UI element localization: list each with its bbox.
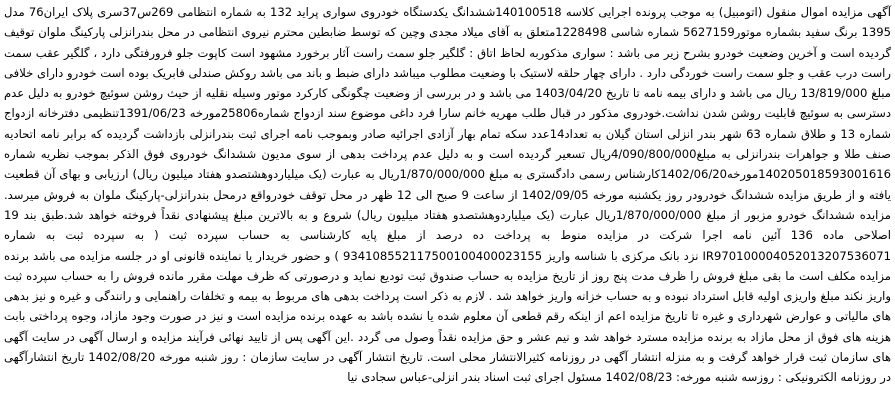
auction-notice-text: آگهی مزایده اموال منقول (اتومبیل) به موجب پرونده اجرایی کلاسه 140100518ششدانگ یکدستگاه خودروی سواری پراید 132 به شماره انتظامی 269س37سری پلاک ایران76 مدل 1395 برنگ سفید بشماره موتور5627159 شماره شاسی 1228498متعلق به آقای میلاد مجدی وچین که توسط ضابطین محترم نیروی انتظامی در محل بندرانزلی پارکینگ ملوان توقیف گردیده است و آخرین وضعیت خودرو بشرح زیر می باشد : سواری مذکوربه لحاظ اتاق : گلگیر جلو سمت راست آثار برخورد مشهود است کاپوت جلو فرورفتگی دارد ، گلگیر عقب سمت راست درب عقب و جلو سمت راست خوردگی دارد . دارای چهار حلقه لاستیک با وضعیت مطلوب میباشد دارای ضبط و باند می باشد روکش صندلی فابریک بوده است خودرو دارای خلافی مبلغ 13/819/000 ریال می باشد و دارای بیمه نامه تا تاریخ 1403/04/20 می باشد و در بررسی از وضعیت چگونگی کارکرد موتور وسیله نقلیه از حیث روشن سوئیچ خودرو به دلیل عدم دسترسی به سوئیچ قابلیت روشن شدن نداشت.خودروی مذکور در قبال طلب مهریه خانم سارا فرد داغی موضوع سند ازدواج شماره25806مورخه 1391/06/23تنظیمی دفترخانه ازدواج شماره 13 و طلاق شماره 63 شهر بندر انزلی استان گیلان به تعداد14عدد سکه تمام بهار آزادی اجرائیه صادر وبموجب نامه اجرای ثبت بندرانزلی بازداشت گردیده که برابر نامه اتحادیه صنف طلا و جواهرات بندرانزلی به مبلغ4/090/800/000ریال تسعیر گردیده است و به دلیل عدم پرداخت بدهی از سوی مدیون ششدانگ خودروی فوق الذکر بموجب نظریه شماره 140205018593001616مورخه1402/06/20کارشناس رسمی دادگستری به مبلغ 1/870/000/000ریال به عبارت (یک میلیاردوهشتصدو هفتاد میلیون ریال) ارزیابی و بهای آن قطعیت یافته و از طریق مزایده ششدانگ خودرودر روز یکشنبه مورخه 1402/09/05 از ساعت 9 صبح الی 12 ظهر در محل توقف خودرواقع درمحل بندرانزلی-پارکینگ ملوان به فروش میرسد. مزایده ششدانگ خودرو مزبور از مبلغ 1/870/000/000ریال عبارت (یک میلیاردوهشتصدو هفتاد میلیون ریال) شروع و به بالاترین مبلغ پیشنهادی نقداً فروخته خواهد شد.طبق بند 19 اصلاحی ماده 136 آئین نامه اجرا شرکت در مزایده منوط به پرداخت ده درصد از مبلغ پایه کارشناسی به حساب سپرده ثبت ( به سپرده ثبت به شماره IR970100004052013207536071 نزد بانک مرکزی با شناسه واریز 934108552117500100400023155 ) و حضور خریدار یا نماینده قانونی او در جلسه مزایده می باشد برنده مزایده مکلف است ما بقی مبلغ فروش را ظرف مدت پنج روز از تاریخ مزایده به حساب صندوق ثبت تودیع نماید و درصورتی که ظرف مهلت مقرر مانده فروش را به حساب سپرده ثبت واریز نکند مبلغ واریزی اولیه قابل استرداد نبوده و به حساب خزانه واریز خواهد شد . لازم به ذکر است پرداخت بدهی های مربوط به بیمه و تخلفات راهنمایی و رانندگی و غیره و نیز بدهی های مالیاتی و عوارض شهرداری و غیره تا تاریخ مزایده اعم از اینکه رقم قطعی آن معلوم شده یا نشده باشد به عهده برنده مزایده است و نیز در صورت وجود مازاد، وجوه پرداختی بابت هزینه های فوق از محل مازاد به برنده مزایده مسترد خواهد شد و نیم عشر و حق مزایده نقداً وصول می گردد .این آگهی پس از تایید نهائی فرآیند مزایده و ارسال آگهی در سایت آگهی های سازمان ثبت قرار خواهد گرفت و به منزله انتشار آگهی در روزنامه کثیرالانتشار محلی است. تاریخ انتشار آگهی در سایت سازمان : روز شنبه مورخه 1402/08/20 تاریخ انتشارآگهی در روزنامه الکترونیکی : روزسه شنبه مورخه: 1402/08/23 مسئول اجرای ثبت اسناد بندر انزلی-عباس سجادی نیا — [4, 5, 892, 385]
